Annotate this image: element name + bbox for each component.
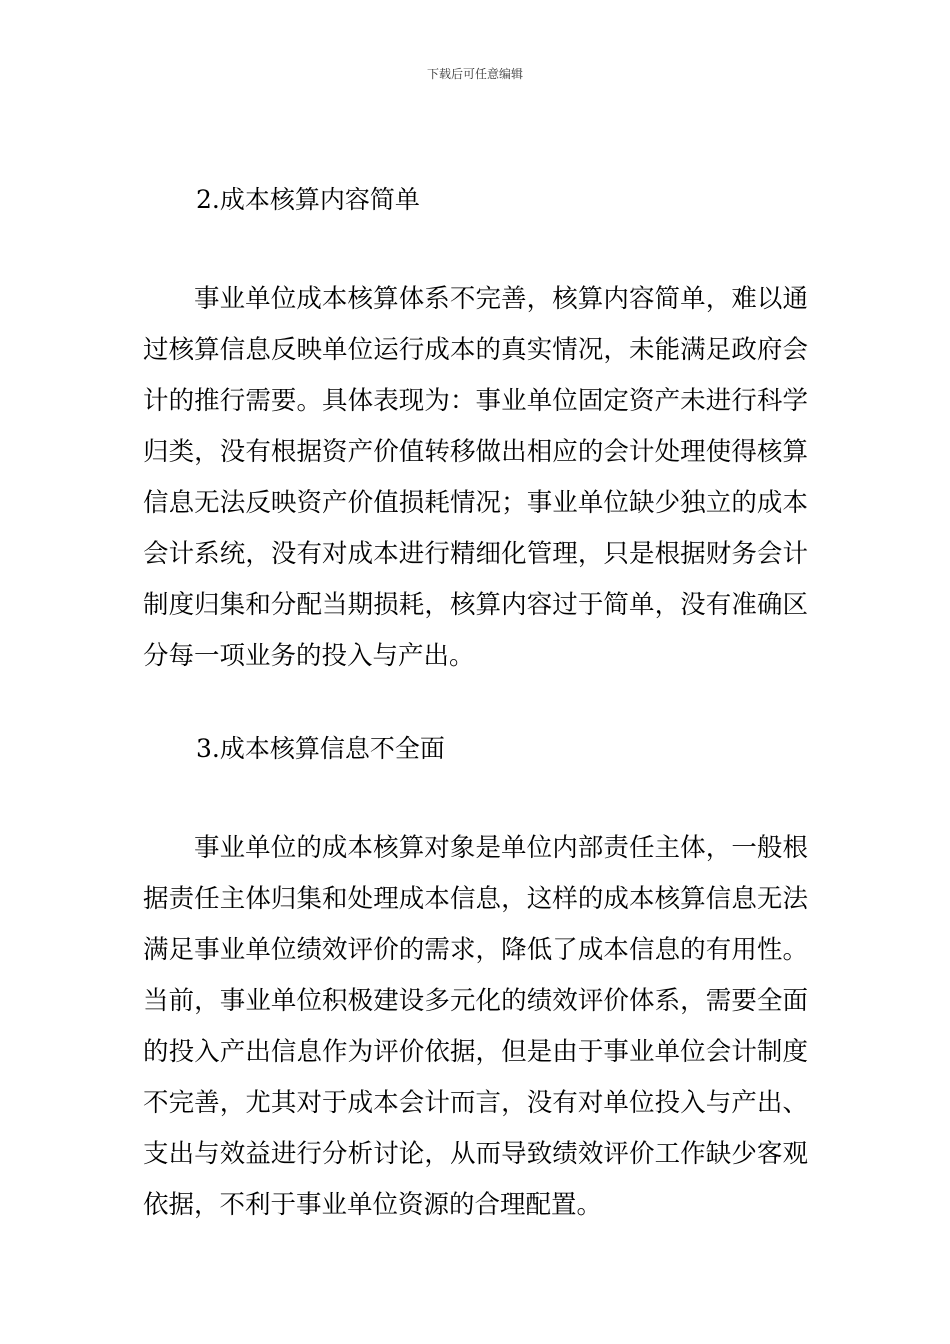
section-heading: 2.成本核算内容简单 [196,185,420,214]
section-paragraph: 事业单位的成本核算对象是单位内部责任主体，一般根据责任主体归集和处理成本信息，这样的成本核算信息无法满足事业单位绩效评价的需求，降低了成本信息的有用性。当前，事业单位积极建设多元化的绩效评价体系，需要全面的投入产出信息作为评价依据，但是由于事业单位会计制度不完善，尤其对于成本会计而言，没有对单位投入与产出、支出与效益进行分析讨论，从而导致绩效评价工作缺少客观依据，不利于事业单位资源的合理配置。 [143,833,808,1220]
section-heading: 3.成本核算信息不全面 [196,734,445,763]
section-paragraph: 事业单位成本核算体系不完善，核算内容简单，难以通过核算信息反映单位运行成本的真实情况，未能满足政府会计的推行需要。具体表现为：事业单位固定资产未进行科学归类，没有根据资产价值转移做出相应的会计处理使得核算信息无法反映资产价值损耗情况；事业单位缺少独立的成本会计系统，没有对成本进行精细化管理，只是根据财务会计制度归集和分配当期损耗，核算内容过于简单，没有准确区分每一项业务的投入与产出。 [143,284,808,671]
page-header-note: 下载后可任意编辑 [426,67,523,81]
